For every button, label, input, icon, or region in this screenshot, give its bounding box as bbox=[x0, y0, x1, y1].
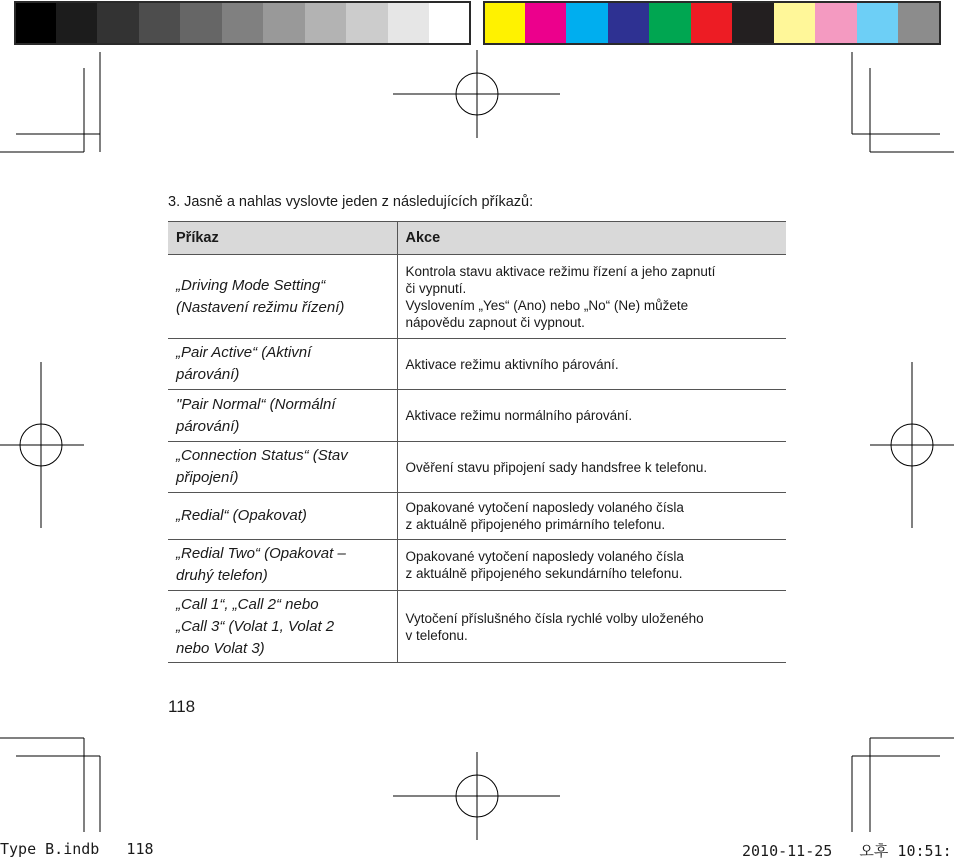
command-cell bbox=[168, 493, 397, 540]
action-cell bbox=[397, 591, 786, 663]
command-line: "Pair Normal“ (Normální bbox=[176, 395, 336, 413]
command-cell bbox=[168, 255, 397, 339]
command-line: „Pair Active“ (Aktivní bbox=[176, 344, 312, 361]
registration-mark-right bbox=[870, 362, 954, 528]
action-line: Aktivace režimu normálního párování. bbox=[405, 408, 633, 423]
action-line: z aktuálně připojeného primárního telefonu. bbox=[405, 517, 666, 532]
command-cell bbox=[168, 339, 397, 390]
action-line: Opakované vytočení naposledy volaného čísla bbox=[405, 500, 684, 515]
table-row bbox=[168, 442, 786, 493]
action-line: Ověření stavu připojení sady handsfree k telefonu. bbox=[405, 459, 708, 475]
action-cell bbox=[397, 493, 786, 540]
header-command: Příkaz bbox=[168, 222, 397, 255]
command-line: párování) bbox=[176, 417, 240, 435]
action-line: Kontrola stavu aktivace režimu řízení a jeho zapnutí bbox=[405, 263, 716, 279]
command-cell bbox=[168, 591, 397, 663]
table-row bbox=[168, 339, 786, 390]
command-line: připojení) bbox=[176, 469, 239, 486]
registration-mark-top bbox=[393, 50, 560, 138]
action-cell bbox=[397, 255, 786, 339]
action-line: v telefonu. bbox=[405, 627, 468, 643]
action-cell bbox=[397, 390, 786, 442]
action-cell bbox=[397, 540, 786, 591]
registration-mark-left bbox=[0, 362, 84, 528]
action-line: nápovědu zapnout či vypnout. bbox=[405, 314, 585, 330]
action-line: Vytočení příslušného čísla rychlé volby uloženého bbox=[405, 610, 704, 626]
command-line: druhý telefon) bbox=[176, 567, 268, 584]
voice-command-table bbox=[168, 221, 786, 663]
action-line: či vypnutí. bbox=[405, 280, 467, 296]
command-cell bbox=[168, 540, 397, 591]
command-line: „Driving Mode Setting“ bbox=[176, 276, 326, 294]
command-line: „Connection Status“ (Stav bbox=[176, 447, 348, 464]
command-line: „Redial Two“ (Opakovat – bbox=[176, 545, 346, 562]
command-line: párování) bbox=[176, 366, 240, 383]
command-line: nebo Volat 3) bbox=[176, 639, 265, 657]
command-line: „Call 3“ (Volat 1, Volat 2 bbox=[176, 617, 335, 635]
instruction-text: 3. Jasně a nahlas vyslovte jeden z následujících příkazů: bbox=[168, 194, 534, 210]
table-row bbox=[168, 591, 786, 663]
command-line: (Nastavení režimu řízení) bbox=[176, 298, 345, 316]
action-cell bbox=[397, 339, 786, 390]
page-number: 118 bbox=[168, 697, 196, 716]
table-row bbox=[168, 493, 786, 540]
command-line: „Call 1“, „Call 2“ nebo bbox=[176, 595, 319, 613]
header-action: Akce bbox=[397, 222, 786, 255]
table-row bbox=[168, 540, 786, 591]
action-line: Vyslovením „Yes“ (Ano) nebo „No“ (Ne) můžete bbox=[405, 297, 689, 313]
command-cell bbox=[168, 442, 397, 493]
registration-mark-bottom bbox=[393, 752, 560, 840]
action-line: z aktuálně připojeného sekundárního telefonu. bbox=[405, 566, 683, 581]
command-line: „Redial“ (Opakovat) bbox=[176, 507, 307, 524]
action-line: Aktivace režimu aktivního párování. bbox=[405, 356, 619, 372]
footer-timestamp: 2010-11-25 오후 10:51: bbox=[742, 842, 952, 860]
command-cell bbox=[168, 390, 397, 442]
footer-file-info: Type B.indb 118 bbox=[0, 840, 154, 858]
table-header-row bbox=[168, 222, 786, 255]
action-cell bbox=[397, 442, 786, 493]
table-row bbox=[168, 390, 786, 442]
action-line: Opakované vytočení naposledy volaného čísla bbox=[405, 549, 684, 564]
table-row bbox=[168, 255, 786, 339]
